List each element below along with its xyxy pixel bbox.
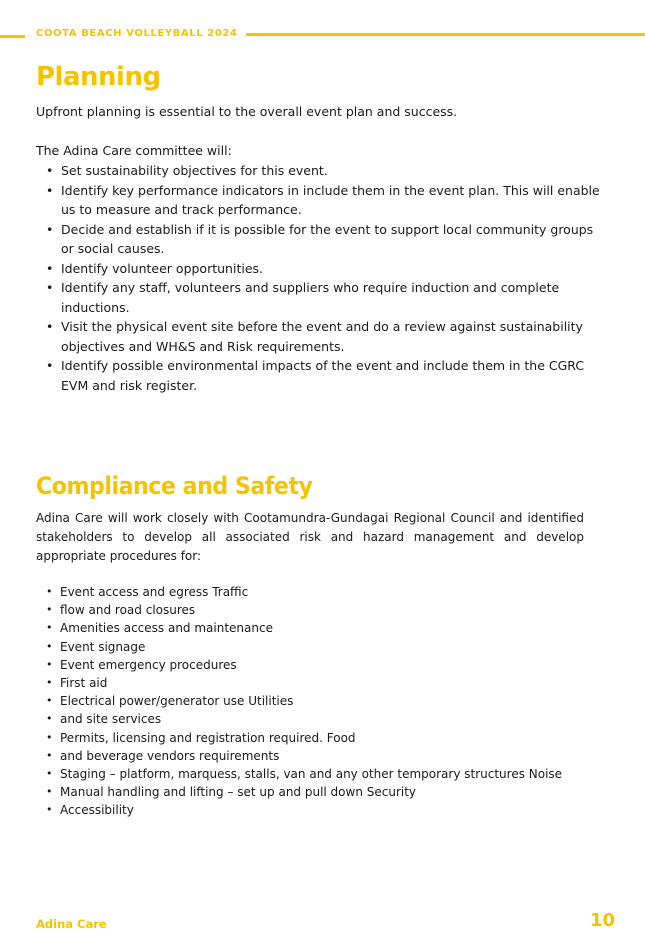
list-item: • Event emergency procedures [46, 656, 606, 674]
list-item: • Identify any staff, volunteers and suppliers who require induction and complete inductions. [46, 278, 606, 317]
planning-lead: The Adina Care committee will: [36, 143, 232, 158]
list-item: • and beverage vendors requirements [46, 747, 606, 765]
list-item: • Identify key performance indicators in include them in the event plan. This will enable us to measure and track performance. [46, 181, 606, 220]
planning-heading: Planning [36, 62, 161, 92]
planning-intro: Upfront planning is essential to the overall event plan and success. [36, 104, 458, 119]
list-item: • Manual handling and lifting – set up and pull down Security [46, 783, 606, 801]
list-item: • Permits, licensing and registration required. Food [46, 729, 606, 747]
list-item: • Visit the physical event site before the event and do a review against sustainability objectives and WH&S and Risk requirements. [46, 317, 606, 356]
header-title: COOTA BEACH VOLLEYBALL 2024 [36, 28, 238, 39]
footer-brand: Adina Care [36, 917, 107, 931]
planning-list [46, 161, 606, 395]
list-item: • and site services [46, 710, 606, 728]
header-rule-right [246, 33, 645, 36]
list-item: • Identify possible environmental impacts of the event and include them in the CGRC EVM and risk register. [46, 356, 606, 395]
list-item: • Electrical power/generator use Utilities [46, 692, 606, 710]
compliance-paragraph: Adina Care will work closely with Cootamundra-Gundagai Regional Council and identified stakeholders to develop all associated risk and hazard management and develop appropriate procedures for: [36, 511, 584, 563]
list-item: • Accessibility [46, 801, 606, 819]
list-item: • Event signage [46, 638, 606, 656]
list-item: • Identify volunteer opportunities. [46, 259, 606, 279]
list-item: • Event access and egress Traffic [46, 583, 606, 601]
list-item: • First aid [46, 674, 606, 692]
compliance-list [46, 583, 606, 820]
list-item: • Staging – platform, marquess, stalls, van and any other temporary structures Noise [46, 765, 606, 783]
compliance-heading: Compliance and Safety [36, 472, 313, 500]
list-item: • Decide and establish if it is possible for the event to support local community groups or social causes. [46, 220, 606, 259]
page-number: 10 [589, 910, 615, 931]
list-item: • Set sustainability objectives for this event. [46, 161, 606, 181]
header-rule-left [0, 35, 25, 38]
list-item: • flow and road closures [46, 601, 606, 619]
list-item: • Amenities access and maintenance [46, 619, 606, 637]
